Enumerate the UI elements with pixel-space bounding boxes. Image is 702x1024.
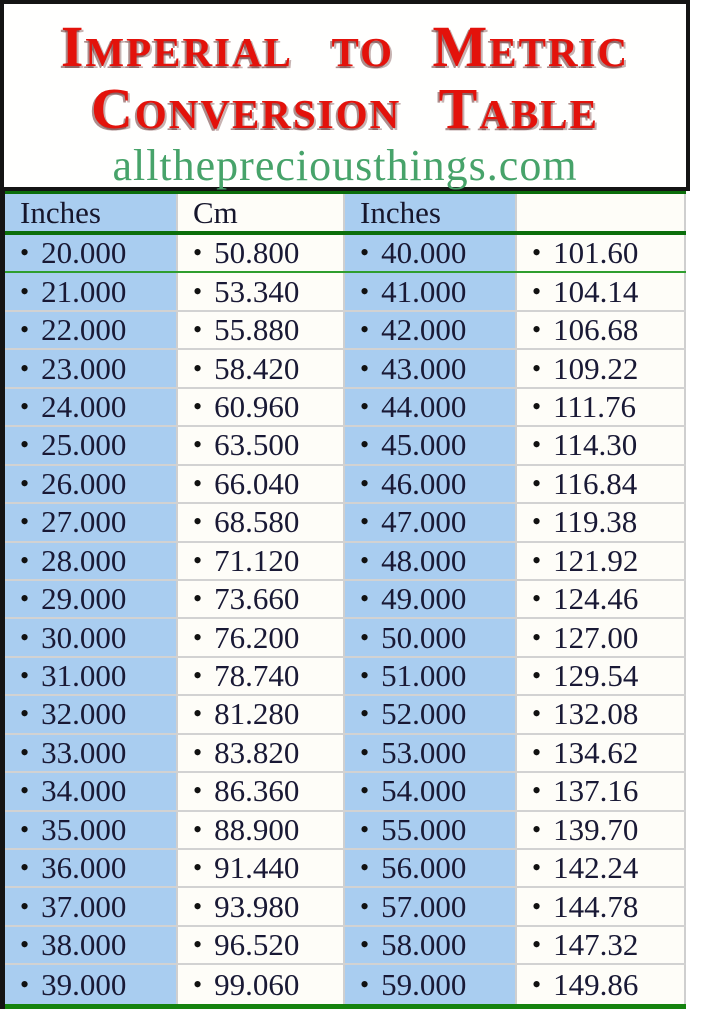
inches-value-right: 50.000 [381,619,467,655]
bullet-icon: • [20,622,30,652]
bullet-icon: • [532,315,542,345]
table-row [5,850,686,888]
bullet-icon: • [532,699,542,729]
table-row [5,312,686,350]
cell-inches-left [5,927,178,963]
bullet-icon: • [532,969,542,999]
bullet-icon: • [20,238,30,268]
cell-inches-left [5,312,178,348]
cell-inches-right [345,658,517,694]
cell-inches-right [345,466,517,502]
cell-cm-right [517,850,686,886]
cell-inches-left [5,773,178,809]
bullet-icon: • [360,430,370,460]
bullet-icon: • [20,315,30,345]
inches-value-left: 28.000 [41,542,127,578]
cell-inches-right [345,350,517,386]
cell-inches-left [5,504,178,540]
conversion-table [5,191,686,1009]
cell-cm-right [517,812,686,848]
cell-inches-left [5,427,178,463]
bullet-icon: • [20,391,30,421]
cm-value-left: 88.900 [214,811,300,847]
cm-value-right: 134.62 [553,734,639,770]
cell-cm-left [178,812,345,848]
inches-value-left: 23.000 [41,350,127,386]
bullet-icon: • [20,545,30,575]
table-row [5,888,686,926]
cm-value-right: 127.00 [553,619,639,655]
bullet-icon: • [20,584,30,614]
table-row [5,581,686,619]
inches-value-right: 48.000 [381,542,467,578]
table-row [5,735,686,773]
table-row [5,235,686,273]
cell-cm-right [517,389,686,425]
cell-cm-right [517,504,686,540]
cell-cm-left [178,850,345,886]
cm-value-left: 78.740 [214,658,300,694]
inches-value-left: 20.000 [41,235,127,271]
inches-value-right: 49.000 [381,581,467,617]
bullet-icon: • [193,276,203,306]
table-bottom-line [5,1004,686,1009]
inches-value-right: 54.000 [381,773,467,809]
cell-inches-left [5,619,178,655]
cm-value-left: 83.820 [214,734,300,770]
cell-cm-right [517,658,686,694]
cell-inches-right [345,235,517,271]
cell-cm-left [178,581,345,617]
bullet-icon: • [360,622,370,652]
cm-value-left: 71.120 [214,542,300,578]
cell-cm-left [178,235,345,271]
bullet-icon: • [360,699,370,729]
bullet-icon: • [193,891,203,921]
header-cell-inches-2: Inches [345,194,517,231]
cm-value-right: 144.78 [553,888,639,924]
cell-inches-right [345,273,517,309]
title-box [0,0,690,191]
inches-value-left: 38.000 [41,927,127,963]
bullet-icon: • [193,507,203,537]
cm-value-left: 60.960 [214,388,300,424]
inches-value-right: 40.000 [381,235,467,271]
bullet-icon: • [193,315,203,345]
bullet-icon: • [193,238,203,268]
cell-inches-right [345,581,517,617]
cm-value-left: 73.660 [214,581,300,617]
inches-value-right: 59.000 [381,966,467,1002]
cell-cm-right [517,773,686,809]
bullet-icon: • [360,584,370,614]
cm-value-right: 147.32 [553,927,639,963]
cm-value-left: 68.580 [214,504,300,540]
cell-cm-left [178,273,345,309]
bullet-icon: • [532,276,542,306]
cell-cm-right [517,543,686,579]
cell-cm-left [178,312,345,348]
bullet-icon: • [20,661,30,691]
bullet-icon: • [193,776,203,806]
bullet-icon: • [193,545,203,575]
cm-value-right: 119.38 [553,504,638,540]
cm-value-left: 91.440 [214,850,300,886]
inches-value-left: 27.000 [41,504,127,540]
cm-value-left: 50.800 [214,235,300,271]
cm-value-left: 96.520 [214,927,300,963]
cm-value-right: 111.76 [553,388,637,424]
cell-inches-left [5,581,178,617]
cm-value-right: 109.22 [553,350,639,386]
bullet-icon: • [193,930,203,960]
cell-cm-right [517,466,686,502]
bullet-icon: • [360,776,370,806]
inches-value-left: 24.000 [41,388,127,424]
cell-inches-right [345,543,517,579]
cell-inches-right [345,888,517,924]
cell-inches-right [345,850,517,886]
bullet-icon: • [532,238,542,268]
table-row [5,619,686,657]
cell-cm-right [517,235,686,271]
cell-cm-right [517,619,686,655]
bullet-icon: • [360,930,370,960]
cm-value-right: 124.46 [553,581,639,617]
cell-cm-left [178,466,345,502]
bullet-icon: • [532,776,542,806]
bullet-icon: • [193,468,203,498]
bullet-icon: • [360,661,370,691]
cm-value-left: 86.360 [214,773,300,809]
cell-inches-left [5,350,178,386]
cell-inches-right [345,735,517,771]
bullet-icon: • [360,853,370,883]
bullet-icon: • [360,353,370,383]
inches-value-left: 35.000 [41,811,127,847]
inches-value-right: 47.000 [381,504,467,540]
cell-cm-right [517,696,686,732]
cell-cm-left [178,389,345,425]
cell-inches-left [5,812,178,848]
cm-value-left: 66.040 [214,465,300,501]
inches-value-right: 51.000 [381,658,467,694]
bullet-icon: • [193,969,203,999]
bullet-icon: • [20,276,30,306]
cell-cm-left [178,773,345,809]
bullet-icon: • [193,584,203,614]
table-row [5,696,686,734]
bullet-icon: • [360,315,370,345]
cm-value-right: 139.70 [553,811,639,847]
cell-cm-left [178,427,345,463]
cell-inches-left [5,235,178,271]
inches-value-right: 45.000 [381,427,467,463]
cm-value-right: 149.86 [553,966,639,1002]
cell-cm-right [517,273,686,309]
bullet-icon: • [532,661,542,691]
table-row [5,773,686,811]
cell-inches-left [5,735,178,771]
table-row [5,927,686,965]
bullet-icon: • [360,814,370,844]
cell-inches-right [345,812,517,848]
cell-cm-right [517,888,686,924]
bullet-icon: • [360,891,370,921]
bullet-icon: • [532,391,542,421]
table-row [5,504,686,542]
cell-cm-left [178,735,345,771]
cm-value-left: 55.880 [214,312,300,348]
bullet-icon: • [360,507,370,537]
inches-value-left: 33.000 [41,734,127,770]
inches-value-left: 31.000 [41,658,127,694]
table-row [5,543,686,581]
cell-inches-left [5,466,178,502]
inches-value-right: 57.000 [381,888,467,924]
cell-cm-left [178,696,345,732]
inches-value-right: 53.000 [381,734,467,770]
bullet-icon: • [360,276,370,306]
cell-cm-left [178,888,345,924]
table-header-row [5,194,686,231]
bullet-icon: • [360,545,370,575]
inches-value-right: 46.000 [381,465,467,501]
cell-inches-right [345,773,517,809]
cm-value-left: 63.500 [214,427,300,463]
cell-inches-left [5,888,178,924]
inches-value-right: 55.000 [381,811,467,847]
bullet-icon: • [193,814,203,844]
cm-value-right: 121.92 [553,542,639,578]
cell-inches-left [5,658,178,694]
bullet-icon: • [532,930,542,960]
cm-value-right: 129.54 [553,658,639,694]
cell-inches-right [345,696,517,732]
table-row [5,273,686,311]
bullet-icon: • [532,507,542,537]
bullet-icon: • [20,776,30,806]
inches-value-left: 39.000 [41,966,127,1002]
bullet-icon: • [532,584,542,614]
bullet-icon: • [532,814,542,844]
inches-value-left: 34.000 [41,773,127,809]
cell-cm-right [517,427,686,463]
table-row [5,427,686,465]
bullet-icon: • [20,699,30,729]
bullet-icon: • [193,353,203,383]
inches-value-right: 42.000 [381,312,467,348]
cell-cm-left [178,927,345,963]
table-row [5,658,686,696]
bullet-icon: • [193,699,203,729]
inches-value-left: 36.000 [41,850,127,886]
cell-inches-left [5,273,178,309]
bullet-icon: • [532,622,542,652]
bullet-icon: • [20,969,30,999]
cell-cm-left [178,504,345,540]
header-cell-cm-2 [517,194,686,231]
header-cell-cm-1: Cm [178,194,345,231]
bullet-icon: • [532,737,542,767]
page-title-line-2: Conversion Table [91,76,599,141]
cell-cm-left [178,658,345,694]
cell-cm-right [517,312,686,348]
bullet-icon: • [532,545,542,575]
inches-value-right: 44.000 [381,388,467,424]
cm-value-right: 116.84 [553,465,638,501]
bullet-icon: • [20,507,30,537]
bullet-icon: • [193,661,203,691]
bullet-icon: • [532,853,542,883]
inches-value-left: 22.000 [41,312,127,348]
bullet-icon: • [20,814,30,844]
cell-inches-left [5,965,178,1003]
inches-value-left: 32.000 [41,696,127,732]
inches-value-left: 29.000 [41,581,127,617]
bullet-icon: • [193,737,203,767]
cm-value-left: 81.280 [214,696,300,732]
cm-value-left: 99.060 [214,966,300,1002]
cm-value-right: 137.16 [553,773,639,809]
inches-value-right: 56.000 [381,850,467,886]
bullet-icon: • [193,430,203,460]
inches-value-right: 52.000 [381,696,467,732]
cell-inches-left [5,543,178,579]
cm-value-left: 93.980 [214,888,300,924]
bullet-icon: • [360,238,370,268]
cell-inches-right [345,927,517,963]
cell-inches-left [5,850,178,886]
bullet-icon: • [193,853,203,883]
cell-inches-right [345,389,517,425]
bullet-icon: • [193,622,203,652]
cell-cm-right [517,927,686,963]
cell-inches-right [345,619,517,655]
inches-value-right: 43.000 [381,350,467,386]
table-row [5,350,686,388]
inches-value-left: 25.000 [41,427,127,463]
inches-value-left: 21.000 [41,273,127,309]
bullet-icon: • [532,353,542,383]
cell-inches-left [5,389,178,425]
cell-cm-left [178,619,345,655]
bullet-icon: • [193,391,203,421]
cm-value-right: 106.68 [553,312,639,348]
header-cell-inches-1: Inches [5,194,178,231]
cm-value-right: 104.14 [553,273,639,309]
cell-inches-right [345,312,517,348]
bullet-icon: • [532,891,542,921]
bullet-icon: • [360,468,370,498]
cell-cm-right [517,735,686,771]
cell-cm-left [178,543,345,579]
bullet-icon: • [532,430,542,460]
table-row [5,812,686,850]
cm-value-left: 58.420 [214,350,300,386]
bullet-icon: • [20,930,30,960]
website-url: allthepreciousthings.com [112,141,578,190]
bullet-icon: • [360,969,370,999]
cell-cm-right [517,965,686,1003]
cell-inches-right [345,427,517,463]
bullet-icon: • [20,430,30,460]
cell-cm-right [517,581,686,617]
inches-value-left: 37.000 [41,888,127,924]
inches-value-right: 58.000 [381,927,467,963]
inches-value-left: 26.000 [41,465,127,501]
cm-value-right: 114.30 [553,427,638,463]
bullet-icon: • [360,391,370,421]
cell-cm-left [178,965,345,1003]
cell-inches-left [5,696,178,732]
inches-value-left: 30.000 [41,619,127,655]
table-row [5,389,686,427]
bullet-icon: • [20,353,30,383]
cm-value-left: 76.200 [214,619,300,655]
cm-value-right: 132.08 [553,696,639,732]
bullet-icon: • [20,737,30,767]
cm-value-right: 142.24 [553,850,639,886]
table-body [5,235,686,1004]
cell-inches-right [345,504,517,540]
page-title-line-1: Imperial to Metric [60,14,630,79]
bullet-icon: • [360,737,370,767]
cell-inches-right [345,965,517,1003]
cm-value-right: 101.60 [553,235,639,271]
bullet-icon: • [20,853,30,883]
bullet-icon: • [532,468,542,498]
bullet-icon: • [20,891,30,921]
cell-cm-right [517,350,686,386]
bullet-icon: • [20,468,30,498]
cm-value-left: 53.340 [214,273,300,309]
table-row [5,965,686,1003]
cell-cm-left [178,350,345,386]
inches-value-right: 41.000 [381,273,467,309]
table-row [5,466,686,504]
